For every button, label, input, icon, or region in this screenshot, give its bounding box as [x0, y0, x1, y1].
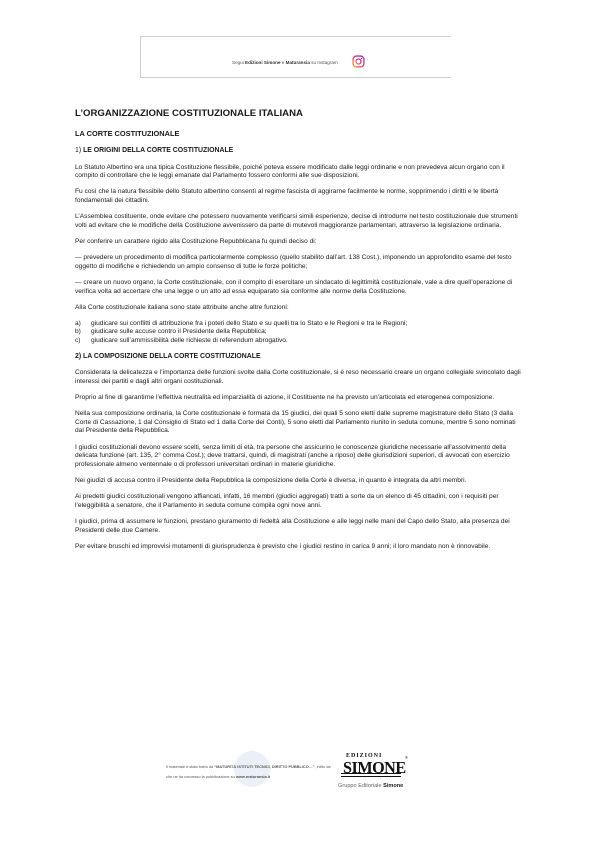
header-frame — [140, 36, 451, 78]
list-item — [75, 328, 525, 336]
functions-list — [75, 320, 525, 345]
footer-line-1-suffix: , edito da — [314, 764, 331, 769]
logo-underline — [341, 773, 401, 777]
paragraph: — creare un nuovo organo, la Corte costituzionale, con il compito di esercitare un sindacato di legittimità costituzionale, vale a dire quell’operazione di verifica volta ad accertare che una legge o un atto ad essa equiparato sia conforme alle norme della Costituzione. — [75, 278, 513, 295]
header-mid: e — [280, 60, 286, 65]
section-1-title: LE ORIGINI DELLA CORTE COSTITUZIONALE — [83, 147, 234, 154]
paragraph: I giudici costituzionali devono essere scelti, senza limiti di età, tra persone che assicurino le conoscenze giuridiche necessarie all’assolvimento della delicata funzione (art. 135, 2° comma Cost.); deve trattarsi, quindi, di magistrati (anche a riposo) delle giurisdizioni superiori, di avvocati con esercizio professionale almeno ventennale o di professori universitari ordinari in materie giuridiche. — [75, 443, 510, 468]
section-1-heading — [75, 147, 525, 156]
footer-credit — [166, 762, 331, 782]
footer-book-title: “MATURITÀ ISTITUTI TECNICI, DIRITTO PUBBLICO…” — [214, 764, 315, 769]
list-item — [75, 320, 525, 328]
header-brand-simone: Edizioni Simone — [245, 60, 281, 65]
paragraph: — prevedere un procedimento di modifica particolarmente complesso (quello stabilito dall’art. 138 Cost.), imponendo un approfondito esame del testo oggetto di modifiche e richiedendo un ampio consenso di tutte le forze politiche; — [75, 254, 512, 270]
header-prefix: Segui — [232, 60, 246, 65]
section-2-heading: 2) LA COMPOSIZIONE DELLA CORTE COSTITUZIONALE — [75, 352, 261, 360]
footer-line-2-prefix: che ne ha concesso la pubblicazione su — [166, 774, 236, 779]
paragraph: Considerata la delicatezza e l’importanza delle funzioni svolte dalla Corte costituzionale, si è reso necessario creare un organo collegiale svincolato dagli interessi dei partiti e dagli altri organi costituzionali. — [75, 369, 521, 385]
logo-registered-mark: ® — [405, 755, 408, 760]
section-1-number: 1) — [75, 147, 82, 154]
header-brand-maturansia: Maturansia — [285, 60, 310, 65]
list-marker: a) — [75, 319, 81, 327]
paragraph: L’Assemblea costituente, onde evitare che potessero nuovamente verificarsi simili esperienze, decise di introdurre nel testo costituzionale due strumenti volti ad evitare che le modifiche della Costituzione avvenissero da parte di mutevoli maggioranze parlamentari, attraverso la legislazione ordinaria. — [75, 213, 518, 229]
instagram-icon[interactable] — [352, 55, 365, 68]
logo-caption-brand: Simone — [383, 783, 404, 789]
list-text: giudicare sui conflitti di attribuzione fra i poteri dello Stato e su quelli tra lo Stato e le Regioni e tra le Regioni; — [91, 319, 408, 327]
paragraph: Per evitare bruschi ed improvvisi mutamenti di giurisprudenza è previsto che i giudici restino in carica 9 anni; il loro mandato non è rinnovabile. — [75, 542, 491, 550]
list-item — [75, 337, 525, 345]
paragraph: I giudici, prima di assumere le funzioni, prestano giuramento di fedeltà alla Costituzione e alle leggi nelle mani del Capo dello Stato, alla presenza dei Presidenti delle due Camere. — [75, 517, 510, 534]
list-marker: c) — [75, 336, 81, 344]
logo-edizioni: EDIZIONI — [346, 753, 383, 759]
header-suffix: su Instagram — [309, 60, 338, 65]
paragraph: Per conferire un carattere rigido alla Costituzione Repubblicana fu quindi deciso di: — [75, 237, 317, 245]
page-subtitle: LA CORTE COSTITUZIONALE — [75, 129, 180, 138]
list-text: giudicare sulle accuse contro il Presidente della Repubblica; — [91, 328, 267, 336]
footer-line-1-prefix: Il materiale è stato tratto da — [166, 764, 215, 769]
paragraph: Nella sua composizione ordinaria, la Corte costituzionale è formata da 15 giudici, dei quali 5 sono eletti dalle supreme magistrature dello Stato (3 dalla Corte di Cassazione, 1 dal Consiglio di Stato ed 1 dalla Corte dei Conti), 5 sono eletti dal Parlamento riunito in seduta comune, mentre 5 sono nominati dal Presidente della Repubblica. — [75, 410, 516, 435]
page-title: L’ORGANIZZAZIONE COSTITUZIONALE ITALIANA — [75, 108, 303, 119]
list-text: giudicare sull’ammissibilità delle richieste di referendum abrogativo. — [91, 336, 288, 344]
logo-caption-prefix: Gruppo Editoriale — [338, 783, 384, 789]
logo-name: SIMONE — [343, 758, 406, 777]
paragraph: Lo Statuto Albertino era una tipica Costituzione flessibile, poiché poteva essere modificato dalle leggi ordinarie e non prevedeva alcun organo con il compito di controllare che le leggi emanate dal Parlamento fossero conformi alle sue disposizioni. — [75, 163, 505, 180]
footer-site-link[interactable]: www.maturansia.it — [235, 774, 271, 779]
list-marker: b) — [75, 328, 81, 336]
footer-line-1 — [166, 762, 331, 772]
paragraph: Fu così che la natura flessibile dello Statuto albertino consentì al regime fascista di aggirarne facilmente le norme, sopprimendo i diritti e le libertà fondamentali dei cittadini. — [75, 188, 499, 204]
logo-caption — [338, 783, 403, 789]
paragraph: Alla Corte costituzionale italiana sono state attribuite anche altre funzioni: — [75, 303, 289, 311]
paragraph: Nei giudizi di accusa contro il Presidente della Repubblica la composizione della Corte è diversa, in quanto è integrata da altri membri. — [75, 477, 467, 484]
document-body — [75, 108, 525, 559]
paragraph: Ai predetti giudici costituzionali vengono affiancati, infatti, 16 membri (giudici aggregati) tratti a sorte da un elenco di 45 cittadini, con i requisiti per l’eleggibilità a senatore, che il Parlamento in seduta comune compila ogni nove anni. — [75, 493, 499, 509]
footer-line-2 — [166, 772, 331, 782]
header-promo — [232, 60, 338, 65]
paragraph: Proprio al fine di garantirne l’effettiva neutralità ed imparzialità di azione, il Costituente ne ha previsto un’articolata ed eterogenea composizione. — [75, 394, 495, 402]
